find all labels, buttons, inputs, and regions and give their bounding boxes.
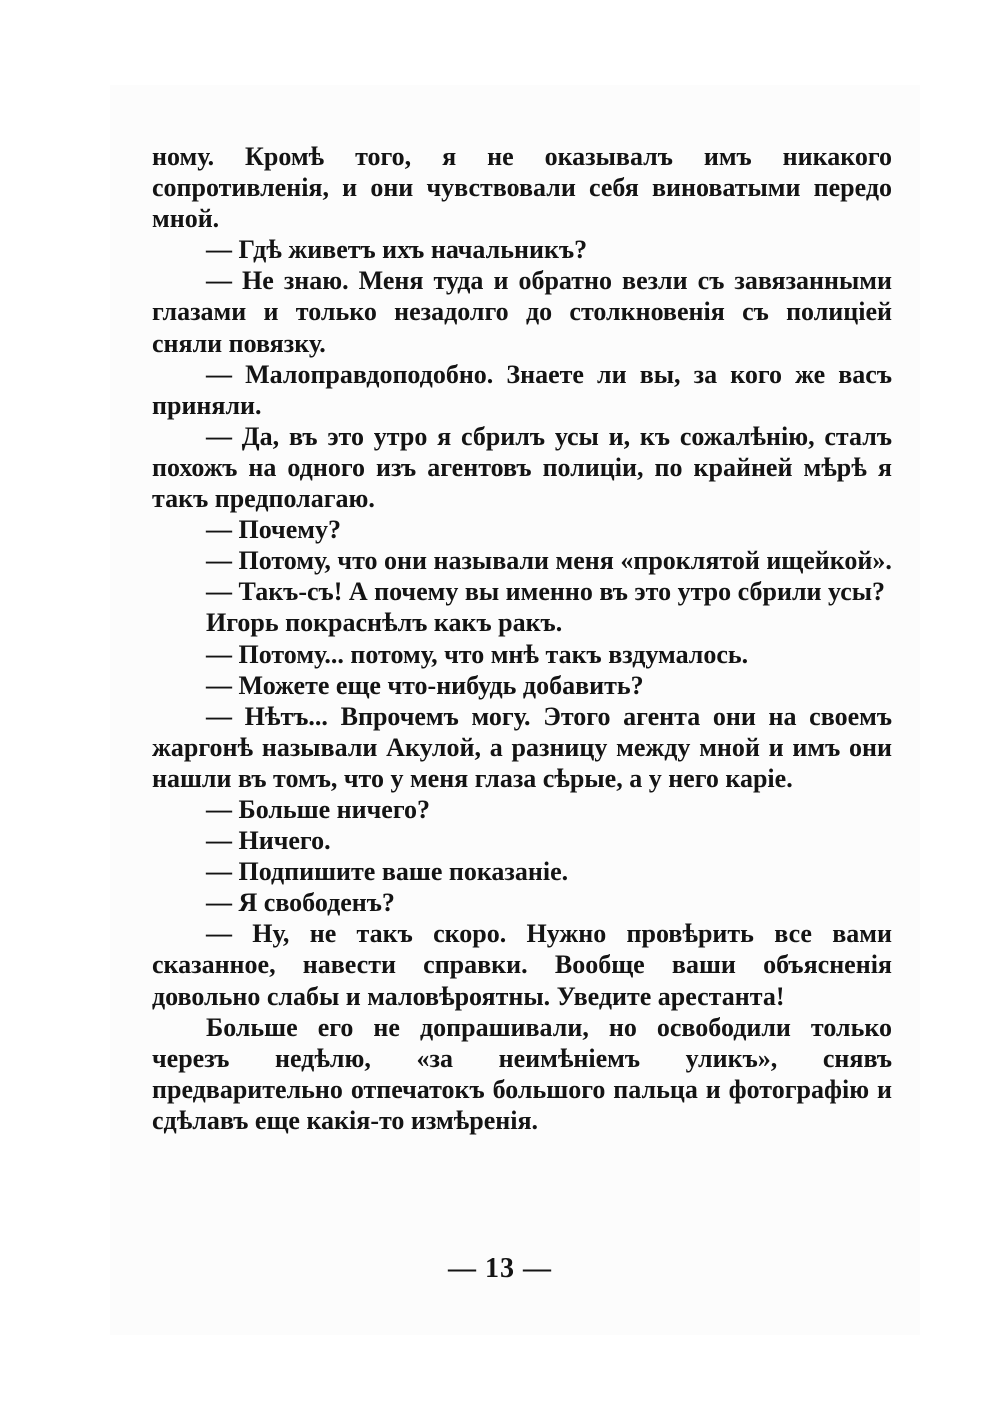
paragraph: ному. Кромѣ того, я не оказывалъ имъ никакого сопротивленія, и они чувствовали себя виноватыми передо мной. — [152, 142, 892, 234]
paragraph: — Потому... потому, что мнѣ такъ вздумалось. — [206, 639, 749, 669]
paragraph: — Не знаю. Меня туда и обратно везли съ завязанными глазами и только незадолго до столкновенія съ полиціей сняли повязку. — [152, 266, 892, 358]
paragraph: — Почему? — [206, 515, 341, 545]
paragraph: — Потому, что они называли меня «проклятой ищейкой». — [206, 546, 892, 576]
paragraph: — Малоправдоподобно. Знаете ли вы, за кого же васъ приняли. — [152, 359, 892, 420]
paragraph: — Я свободенъ? — [206, 888, 395, 918]
paragraph: — Ну, не такъ скоро. Нужно провѣрить все вами сказанное, навести справки. Вообще ваши объясненія довольно слабы и маловѣроятны. Уведите арестанта! — [152, 919, 892, 1011]
paragraph: — Такъ-съ! А почему вы именно въ это утро сбрили усы? — [206, 577, 886, 607]
paragraph: — Можете еще что-нибудь добавить? — [206, 670, 644, 700]
paragraph: — Больше ничего? — [206, 794, 430, 824]
page-number: — 13 — — [448, 1253, 552, 1284]
paragraph: — Гдѣ живетъ ихъ начальникъ? — [206, 235, 588, 265]
body-text — [152, 141, 892, 1136]
paragraph: — Ничего. — [206, 826, 331, 856]
paragraph: Больше его не допрашивали, но освободили только черезъ недѣлю, «за неимѣніемъ уликъ», снявъ предварительно отпечатокъ большого пальца и фотографію и сдѣлавъ еще какія-то измѣренія. — [152, 1012, 892, 1135]
paragraph: — Да, въ это утро я сбрилъ усы и, къ сожалѣнію, сталъ похожъ на одного изъ агентовъ полиціи, по крайней мѣрѣ я такъ предполагаю. — [152, 421, 892, 514]
paragraph: Игорь покраснѣлъ какъ ракъ. — [206, 608, 563, 638]
paragraph: — Нѣтъ... Впрочемъ могу. Этого агента они на своемъ жаргонѣ называли Акулой, а разницу между мной и имъ они нашли въ томъ, что у меня глаза сѣрые, а у него каріе. — [152, 701, 892, 793]
paragraph: — Подпишите ваше показаніе. — [206, 857, 569, 887]
